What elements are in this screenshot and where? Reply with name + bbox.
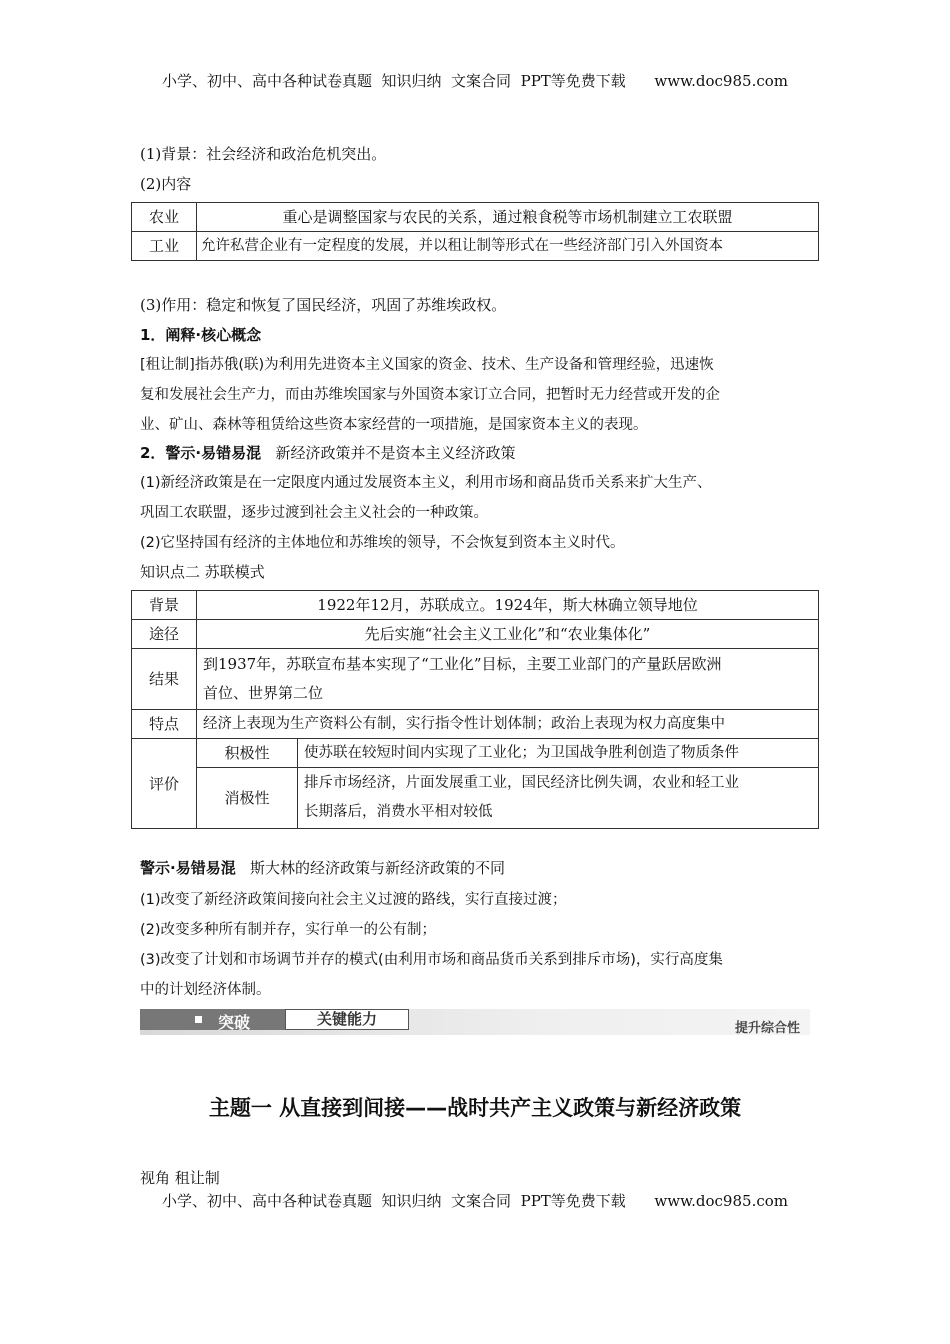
section-banner [140, 1009, 810, 1035]
soviet-model-table [131, 590, 819, 829]
content-part: 长期落后，消费水平相对较低 [304, 804, 493, 820]
banner-dark-block [140, 1009, 285, 1030]
heading-bold: 2．警示·易错易混 [140, 444, 262, 462]
banner-middle-label: 关键能力 [285, 1009, 409, 1030]
sub-content [298, 768, 819, 829]
table-row [132, 649, 819, 710]
paragraph-line: (2)它坚持国有经济的主体地位和苏维埃的领导，不会恢复到资本主义时代。 [140, 535, 625, 551]
table-row [132, 232, 819, 261]
row-label: 结果 [132, 649, 197, 710]
row-content [197, 649, 819, 710]
table-row [132, 739, 819, 768]
content-part: 排斥市场经济，片面发展重工业，国民经济比例失调，农业和轻工业 [304, 775, 739, 791]
sub-content: 使苏联在较短时间内实现了工业化；为卫国战争胜利创造了物质条件 [298, 739, 819, 768]
row-label: 特点 [132, 710, 197, 739]
paragraph-line: (3)改变了计划和市场调节并存的模式(由利用市场和商品货币关系到排斥市场)，实行高度集 [140, 952, 723, 968]
row-label: 途径 [132, 620, 197, 649]
table-row [132, 768, 819, 829]
content-table [131, 202, 819, 261]
row-content: 允许私营企业有一定程度的发展，并以租让制等形式在一些经济部门引入外国资本 [197, 232, 819, 261]
paragraph-line: 中的计划经济体制。 [140, 982, 271, 998]
knowledge-point-heading: 知识点二 苏联模式 [140, 563, 265, 581]
table-row [132, 591, 819, 620]
heading-rest: 新经济政策并不是资本主义经济政策 [275, 444, 516, 462]
background-line: (1)背景：社会经济和政治危机突出。 [140, 145, 387, 163]
page-header: 小学、初中、高中各种试卷真题 知识归纳 文案合同 PPT等免费下载 www.doc985.com [161, 72, 788, 90]
row-label: 背景 [132, 591, 197, 620]
page-footer: 小学、初中、高中各种试卷真题 知识归纳 文案合同 PPT等免费下载 www.doc985.com [161, 1192, 788, 1210]
sub-label: 积极性 [197, 739, 298, 768]
sub-label: 消极性 [197, 768, 298, 829]
table-row [132, 203, 819, 232]
section-heading [140, 853, 812, 883]
banner-right-label: 提升综合性 [734, 1021, 800, 1036]
effect-line: (3)作用：稳定和恢复了国民经济，巩固了苏维埃政权。 [140, 296, 507, 314]
paragraph-line: (1)新经济政策是在一定限度内通过发展资本主义，利用市场和商品货币关系来扩大生产、 [140, 475, 712, 491]
heading-rest: 斯大林的经济政策与新经济政策的不同 [250, 859, 506, 877]
paragraph-line: 业、矿山、森林等租赁给这些资本家经营的一项措施，是国家资本主义的表现。 [140, 417, 648, 433]
paragraph-line: (1)改变了新经济政策间接向社会主义过渡的路线，实行直接过渡； [140, 892, 567, 908]
banner-left-label: 突破 [218, 1013, 251, 1032]
section-heading: 1．阐释·核心概念 [140, 326, 262, 344]
perspective-line: 视角 租让制 [140, 1169, 220, 1187]
content-part: 到1937年，苏联宣布基本实现了“工业化”目标，主要工业部门的产量跃居欧洲 [203, 655, 722, 673]
row-content: 经济上表现为生产资料公有制，实行指令性计划体制；政治上表现为权力高度集中 [197, 710, 819, 739]
row-content: 1922年12月，苏联成立。1924年，斯大林确立领导地位 [197, 591, 819, 620]
row-content: 先后实施“社会主义工业化”和“农业集体化” [197, 620, 819, 649]
row-content: 重心是调整国家与农民的关系，通过粮食税等市场机制建立工农联盟 [197, 203, 819, 232]
table-row [132, 710, 819, 739]
paragraph-line: 复和发展社会生产力，而由苏维埃国家与外国资本家订立合同，把暂时无力经营或开发的企 [140, 387, 720, 403]
heading-bold: 警示·易错易混 [140, 859, 236, 877]
square-icon [195, 1016, 202, 1023]
section-heading [140, 438, 812, 468]
content-heading: (2)内容 [140, 175, 192, 193]
paragraph-line: (2)改变多种所有制并存，实行单一的公有制； [140, 922, 437, 938]
row-label: 农业 [132, 203, 197, 232]
content-part: 首位、世界第二位 [203, 684, 324, 702]
topic-title: 主题一 从直接到间接——战时共产主义政策与新经济政策 [208, 1096, 742, 1120]
paragraph-line: 巩固工农联盟，逐步过渡到社会主义社会的一种政策。 [140, 505, 488, 521]
row-label: 评价 [132, 739, 197, 829]
paragraph-line: [租让制]指苏俄(联)为利用先进资本主义国家的资金、技术、生产设备和管理经验，迅速恢 [140, 357, 714, 373]
table-row [132, 620, 819, 649]
row-label: 工业 [132, 232, 197, 261]
